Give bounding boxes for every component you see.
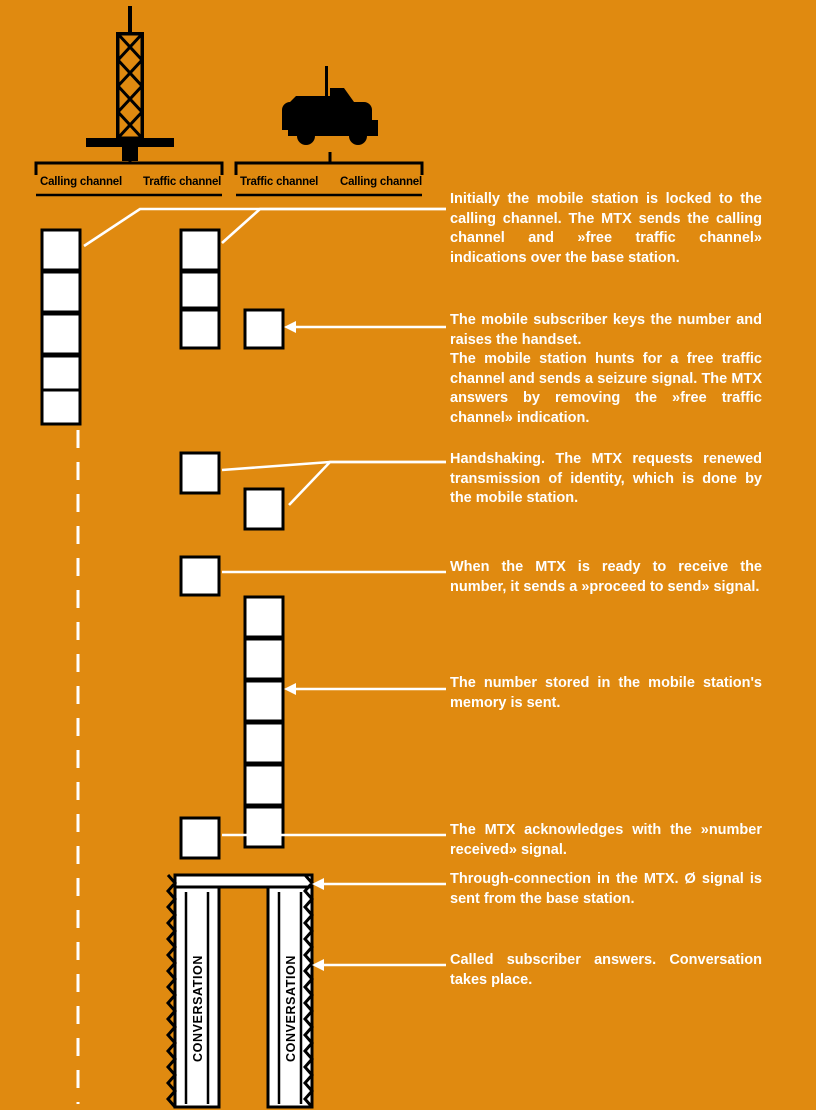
radio-tower-icon <box>86 6 174 161</box>
note-conversation: Called subscriber answers. Conversation takes place. <box>450 952 762 988</box>
base-station-channel-bracket <box>36 152 222 175</box>
mobile-channel-bracket <box>236 152 422 175</box>
channel-label-traffic-mobile: Traffic channel <box>240 176 319 188</box>
channel-label-calling-mobile: Calling channel <box>340 176 422 188</box>
conversation-label-mobile: CONVERSATION <box>284 955 298 1062</box>
vehicle-with-antenna-icon <box>282 66 378 145</box>
traffic-channel-base-blocks <box>181 230 219 858</box>
channel-label-calling-base: Calling channel <box>40 176 122 188</box>
note-seizure-signal: The mobile station hunts for a free traffic channel and sends a seizure signal. The MTX answers by removing the »free traffic channel» indication. <box>450 351 762 426</box>
note-initial-lock: Initially the mobile station is locked to the calling channel. The MTX sends the calling channel and »free traffic channel» indications over the base station. <box>450 191 762 266</box>
calling-channel-base-blocks <box>42 230 80 424</box>
conversation-label-base: CONVERSATION <box>191 955 205 1062</box>
channel-label-traffic-base: Traffic channel <box>143 176 222 188</box>
note-number-sent: The number stored in the mobile station's memory is sent. <box>450 675 762 711</box>
note-number-received: The MTX acknowledges with the »number received» signal. <box>450 822 762 858</box>
note-keys-number: The mobile subscriber keys the number and raises the handset. <box>450 312 762 348</box>
traffic-channel-mobile-blocks <box>245 310 283 847</box>
note-through-connection: Through-connection in the MTX. Ø signal is sent from the base station. <box>450 871 762 907</box>
note-handshaking: Handshaking. The MTX requests renewed transmission of identity, which is done by the mobile station. <box>450 451 762 506</box>
note-proceed-to-send: When the MTX is ready to receive the number, it sends a »proceed to send» signal. <box>450 559 762 595</box>
